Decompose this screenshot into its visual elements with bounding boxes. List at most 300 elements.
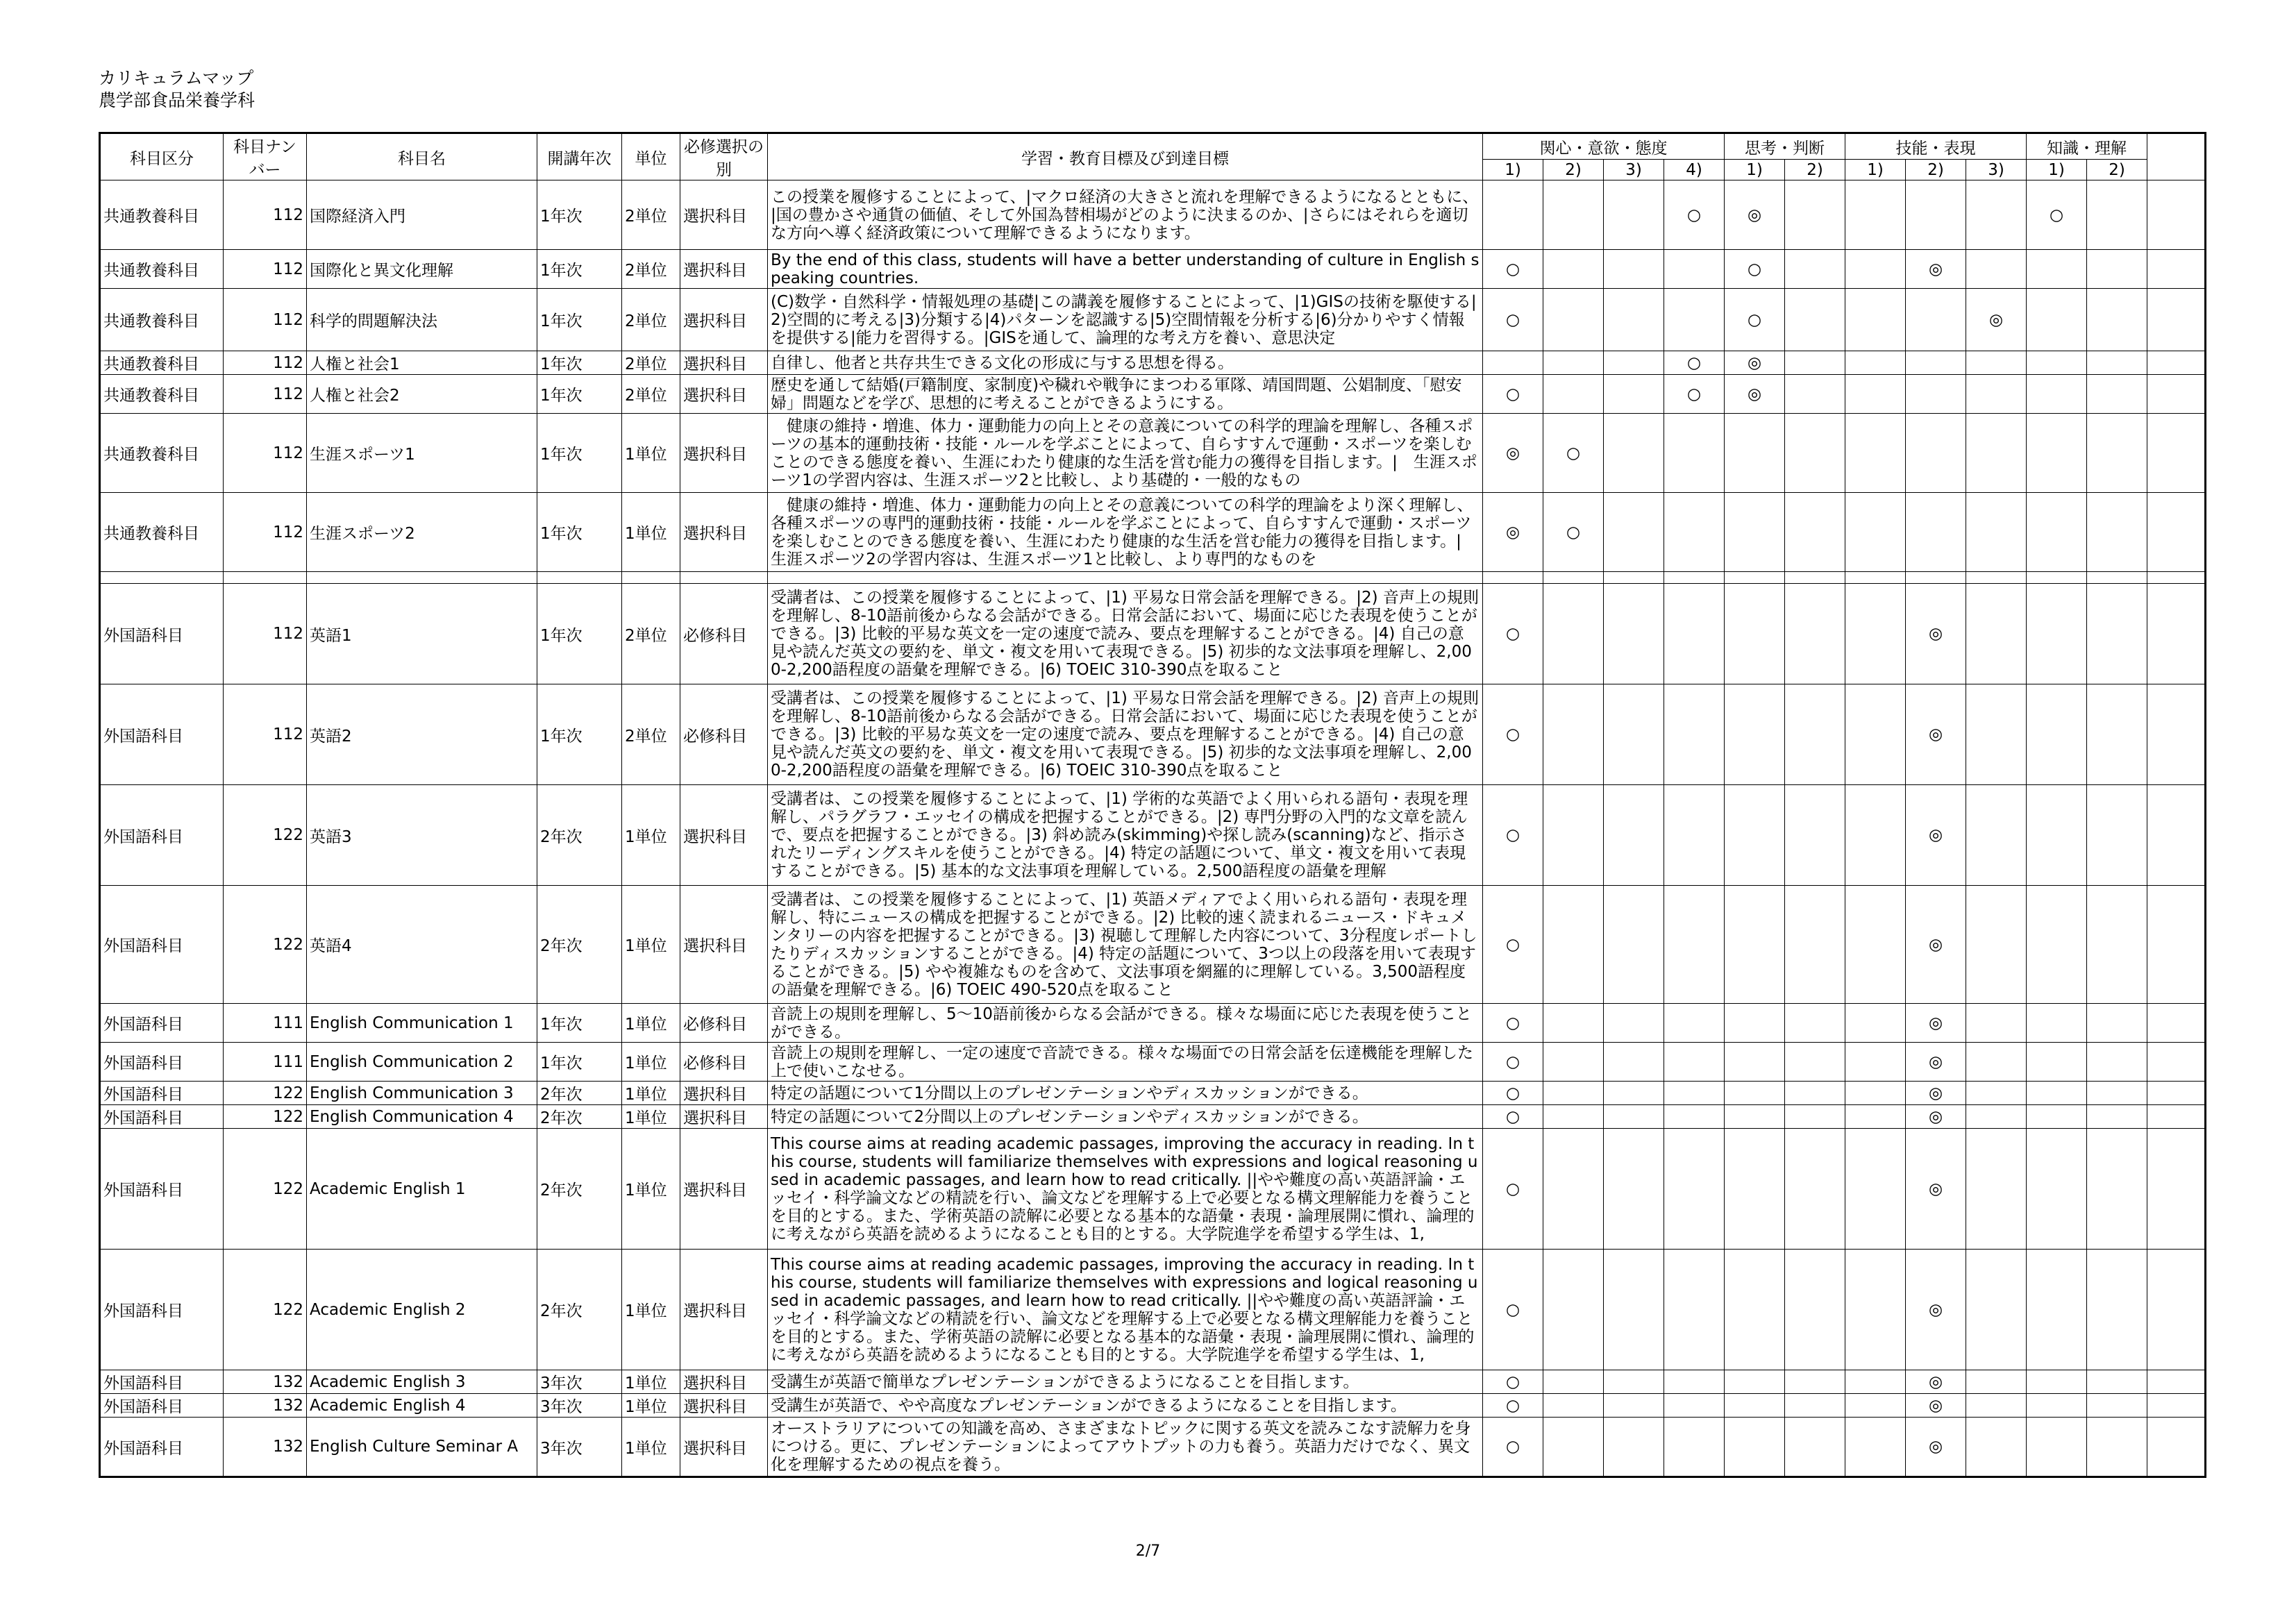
empty-cell bbox=[1664, 1004, 1725, 1043]
empty-cell bbox=[1785, 785, 1845, 886]
course-credits: 2単位 bbox=[622, 289, 680, 351]
course-credits: 1単位 bbox=[622, 1418, 680, 1477]
header-sub: 1) bbox=[1845, 160, 1906, 180]
outcome-mark: ◎ bbox=[1483, 493, 1543, 572]
course-goal: (C)数学・自然科学・情報処理の基礎|この講義を履修することによって、|1)GISの技術を駆使する|2)空間的に考える|3)分類する|4)パターンを認識する|5)空間情報を分析する|6)分かりやすく情報を提供する|能力を習得する。|GISを通して、論理的な考え方を養い、意思決定 bbox=[768, 289, 1483, 351]
empty-cell bbox=[2027, 1082, 2087, 1105]
empty-cell bbox=[2087, 1370, 2147, 1394]
empty-cell bbox=[1664, 1043, 1725, 1082]
empty-cell bbox=[1543, 375, 1604, 414]
course-category: 外国語科目 bbox=[100, 886, 224, 1004]
empty-cell bbox=[1785, 1418, 1845, 1477]
empty-cell bbox=[1725, 1004, 1785, 1043]
header-year: 開講年次 bbox=[537, 133, 622, 180]
empty-cell bbox=[1966, 1004, 2027, 1043]
outcome-mark: ◎ bbox=[1906, 886, 1966, 1004]
outcome-mark: ◎ bbox=[1906, 1394, 1966, 1418]
empty-cell bbox=[1604, 1004, 1664, 1043]
course-credits: 1単位 bbox=[622, 1250, 680, 1370]
empty-cell bbox=[2027, 375, 2087, 414]
empty-cell bbox=[2087, 414, 2147, 493]
empty-cell bbox=[2087, 886, 2147, 1004]
course-credits: 1単位 bbox=[622, 1004, 680, 1043]
outcome-mark: ○ bbox=[1483, 1370, 1543, 1394]
empty-cell bbox=[1604, 1250, 1664, 1370]
empty-cell bbox=[1966, 886, 2027, 1004]
course-required: 選択科目 bbox=[680, 1129, 768, 1250]
course-credits: 2単位 bbox=[622, 375, 680, 414]
course-year: 3年次 bbox=[537, 1370, 622, 1394]
course-credits: 2単位 bbox=[622, 351, 680, 375]
course-required: 選択科目 bbox=[680, 414, 768, 493]
course-goal: オーストラリアについての知識を高め、さまざまなトピックに関する英文を読みこなす読解力を身につける。更に、プレゼンテーションによってアウトプットの力も養う。英語力だけでなく、異文化を理解するための視点を養う。 bbox=[768, 1418, 1483, 1477]
empty-cell bbox=[1604, 1105, 1664, 1129]
empty-cell bbox=[1725, 1370, 1785, 1394]
course-name: 英語2 bbox=[307, 684, 537, 785]
course-number: 122 bbox=[224, 1082, 307, 1105]
empty-cell bbox=[1725, 886, 1785, 1004]
table-row bbox=[100, 493, 2206, 572]
table-row bbox=[100, 1250, 2206, 1370]
course-number: 111 bbox=[224, 1004, 307, 1043]
table-row bbox=[100, 1082, 2206, 1105]
empty-cell bbox=[100, 572, 224, 584]
empty-cell bbox=[1664, 785, 1725, 886]
outcome-mark: ◎ bbox=[1725, 351, 1785, 375]
empty-cell bbox=[1906, 180, 1966, 250]
empty-cell bbox=[1725, 1394, 1785, 1418]
empty-cell bbox=[2147, 250, 2206, 289]
course-number: 112 bbox=[224, 351, 307, 375]
course-category: 外国語科目 bbox=[100, 584, 224, 684]
empty-cell bbox=[2087, 180, 2147, 250]
outcome-mark: ◎ bbox=[1906, 1129, 1966, 1250]
course-rows bbox=[100, 180, 2206, 1477]
empty-cell bbox=[1543, 1043, 1604, 1082]
empty-cell bbox=[2087, 572, 2147, 584]
course-name: 国際化と異文化理解 bbox=[307, 250, 537, 289]
course-number: 112 bbox=[224, 375, 307, 414]
empty-cell bbox=[224, 572, 307, 584]
empty-cell bbox=[1785, 375, 1845, 414]
course-category: 外国語科目 bbox=[100, 785, 224, 886]
empty-cell bbox=[2147, 1250, 2206, 1370]
empty-cell bbox=[1845, 584, 1906, 684]
outcome-mark: ○ bbox=[1483, 1082, 1543, 1105]
course-name: Academic English 1 bbox=[307, 1129, 537, 1250]
empty-cell bbox=[1785, 886, 1845, 1004]
table-row bbox=[100, 414, 2206, 493]
outcome-mark: ○ bbox=[1483, 1004, 1543, 1043]
course-category: 共通教養科目 bbox=[100, 493, 224, 572]
empty-cell bbox=[2027, 1043, 2087, 1082]
empty-cell bbox=[1845, 1129, 1906, 1250]
empty-cell bbox=[1604, 289, 1664, 351]
empty-cell bbox=[1785, 1370, 1845, 1394]
outcome-mark: ○ bbox=[1483, 289, 1543, 351]
empty-cell bbox=[1785, 1129, 1845, 1250]
course-goal: By the end of this class, students will have a better understanding of culture in English speaking countries. bbox=[768, 250, 1483, 289]
empty-cell bbox=[1604, 1082, 1664, 1105]
empty-cell bbox=[1725, 584, 1785, 684]
course-year: 1年次 bbox=[537, 250, 622, 289]
header-name: 科目名 bbox=[307, 133, 537, 180]
empty-cell bbox=[1785, 1043, 1845, 1082]
course-credits: 1単位 bbox=[622, 493, 680, 572]
empty-cell bbox=[1543, 351, 1604, 375]
empty-cell bbox=[1845, 289, 1906, 351]
empty-cell bbox=[1966, 250, 2027, 289]
course-required: 選択科目 bbox=[680, 351, 768, 375]
course-year: 1年次 bbox=[537, 1043, 622, 1082]
outcome-mark: ○ bbox=[1664, 375, 1725, 414]
course-credits: 2単位 bbox=[622, 180, 680, 250]
empty-cell bbox=[2147, 1370, 2206, 1394]
course-year: 3年次 bbox=[537, 1418, 622, 1477]
empty-cell bbox=[1966, 785, 2027, 886]
course-year: 2年次 bbox=[537, 1082, 622, 1105]
empty-cell bbox=[1966, 684, 2027, 785]
course-year: 1年次 bbox=[537, 584, 622, 684]
empty-cell bbox=[1845, 1394, 1906, 1418]
empty-cell bbox=[1664, 572, 1725, 584]
table-row bbox=[100, 250, 2206, 289]
header-sub: 2) bbox=[1785, 160, 1845, 180]
empty-cell bbox=[1725, 1129, 1785, 1250]
empty-cell bbox=[1966, 375, 2027, 414]
course-goal: 受講生が英語で、やや高度なプレゼンテーションができるようになることを目指します。 bbox=[768, 1394, 1483, 1418]
course-goal: 音読上の規則を理解し、5～10語前後からなる会話ができる。様々な場面に応じた表現を使うことができる。 bbox=[768, 1004, 1483, 1043]
course-credits: 2単位 bbox=[622, 684, 680, 785]
course-number: 122 bbox=[224, 785, 307, 886]
table-row bbox=[100, 1105, 2206, 1129]
outcome-mark: ○ bbox=[1483, 684, 1543, 785]
header-category: 科目区分 bbox=[100, 133, 224, 180]
empty-cell bbox=[1604, 1418, 1664, 1477]
empty-cell bbox=[1725, 785, 1785, 886]
empty-cell bbox=[1966, 1129, 2027, 1250]
empty-cell bbox=[2087, 1004, 2147, 1043]
course-goal: 健康の維持・増進、体力・運動能力の向上とその意義についての科学的理論を理解し、各種スポーツの基本的運動技術・技能・ルールを学ぶことによって、自らすすんで運動・スポーツを楽しむことのできる態度を養い、生涯にわたり健康的な生活を営む能力の獲得を目指します。| 生涯スポーツ1の学習内容は、生涯スポーツ2と比較し、より基礎的・一般的なもの bbox=[768, 414, 1483, 493]
empty-cell bbox=[1664, 1370, 1725, 1394]
course-number: 132 bbox=[224, 1370, 307, 1394]
course-name: 英語4 bbox=[307, 886, 537, 1004]
empty-cell bbox=[2027, 1394, 2087, 1418]
empty-cell bbox=[2027, 250, 2087, 289]
empty-cell bbox=[1664, 250, 1725, 289]
document-title: カリキュラムマップ bbox=[99, 68, 254, 88]
outcome-mark: ○ bbox=[1483, 1418, 1543, 1477]
course-name: English Communication 1 bbox=[307, 1004, 537, 1043]
course-goal: 受講者は、この授業を履修することによって、|1) 平易な日常会話を理解できる。|2) 音声上の規則を理解し、8-10語前後からなる会話ができる。日常会話において、場面に応じた表現を使うことができる。|3) 比較的平易な英文を一定の速度で読み、要点を理解することができる。|4) 自己の意見や読んだ英文の要約を、単文・複文を用いて表現できる。|5) 初歩的な文法事項を理解し、2,000-2,200語程度の語彙を理解できる。|6) TOEIC 310-390点を取ること bbox=[768, 584, 1483, 684]
empty-cell bbox=[2087, 289, 2147, 351]
empty-cell bbox=[1906, 414, 1966, 493]
course-year: 2年次 bbox=[537, 886, 622, 1004]
empty-cell bbox=[1906, 375, 1966, 414]
empty-cell bbox=[1785, 684, 1845, 785]
course-year: 1年次 bbox=[537, 493, 622, 572]
empty-cell bbox=[1664, 414, 1725, 493]
empty-cell bbox=[622, 572, 680, 584]
empty-cell bbox=[2027, 1418, 2087, 1477]
course-year: 2年次 bbox=[537, 1129, 622, 1250]
course-required: 選択科目 bbox=[680, 1418, 768, 1477]
course-credits: 2単位 bbox=[622, 250, 680, 289]
outcome-mark: ○ bbox=[1664, 180, 1725, 250]
course-category: 外国語科目 bbox=[100, 1394, 224, 1418]
course-required: 必修科目 bbox=[680, 1004, 768, 1043]
course-category: 外国語科目 bbox=[100, 1370, 224, 1394]
empty-cell bbox=[1543, 584, 1604, 684]
empty-cell bbox=[2147, 289, 2206, 351]
course-required: 選択科目 bbox=[680, 180, 768, 250]
empty-cell bbox=[2147, 886, 2206, 1004]
empty-cell bbox=[1604, 1370, 1664, 1394]
course-number: 132 bbox=[224, 1418, 307, 1477]
course-name: English Communication 2 bbox=[307, 1043, 537, 1082]
empty-cell bbox=[1725, 1418, 1785, 1477]
empty-cell bbox=[1785, 1250, 1845, 1370]
empty-cell bbox=[2147, 180, 2206, 250]
empty-cell bbox=[768, 572, 1483, 584]
empty-cell bbox=[1845, 1043, 1906, 1082]
course-category: 共通教養科目 bbox=[100, 250, 224, 289]
course-goal: 音読上の規則を理解し、一定の速度で音読できる。様々な場面での日常会話を伝達機能を理解した上で使いこなせる。 bbox=[768, 1043, 1483, 1082]
outcome-mark: ○ bbox=[1543, 493, 1604, 572]
empty-cell bbox=[2087, 1129, 2147, 1250]
table-row bbox=[100, 1004, 2206, 1043]
empty-cell bbox=[1725, 1043, 1785, 1082]
outcome-mark: ○ bbox=[1483, 886, 1543, 1004]
empty-cell bbox=[2087, 1082, 2147, 1105]
course-credits: 2単位 bbox=[622, 584, 680, 684]
empty-cell bbox=[1966, 414, 2027, 493]
outcome-mark: ○ bbox=[1483, 584, 1543, 684]
course-year: 1年次 bbox=[537, 684, 622, 785]
outcome-mark: ○ bbox=[1543, 414, 1604, 493]
empty-cell bbox=[1604, 180, 1664, 250]
empty-cell bbox=[2147, 785, 2206, 886]
empty-cell bbox=[1664, 1394, 1725, 1418]
outcome-mark: ◎ bbox=[1906, 1370, 1966, 1394]
course-name: 人権と社会2 bbox=[307, 375, 537, 414]
empty-cell bbox=[1906, 572, 1966, 584]
empty-cell bbox=[1483, 351, 1543, 375]
empty-cell bbox=[1543, 684, 1604, 785]
course-category: 共通教養科目 bbox=[100, 351, 224, 375]
empty-cell bbox=[2027, 1370, 2087, 1394]
course-name: 生涯スポーツ2 bbox=[307, 493, 537, 572]
header-blank bbox=[2147, 133, 2206, 180]
table-row bbox=[100, 684, 2206, 785]
course-goal: 受講者は、この授業を履修することによって、|1) 英語メディアでよく用いられる語句・表現を理解し、特にニュースの構成を把握することができる。|2) 比較的速く読まれるニュース・ドキュメンタリーの内容を把握することができる。|3) 視聴して理解した内容について、3分程度レポートしたりディスカッションすることができる。|4) 特定の話題について、3つ以上の段落を用いて表現することができる。|5) やや複雑なものを含めて、文法事項を網羅的に理解している。3,500語程度の語彙を理解できる。|6) TOEIC 490-520点を取ること bbox=[768, 886, 1483, 1004]
empty-cell bbox=[1604, 785, 1664, 886]
course-year: 2年次 bbox=[537, 785, 622, 886]
curriculum-map-table bbox=[99, 132, 2206, 1478]
course-number: 112 bbox=[224, 289, 307, 351]
empty-cell bbox=[1543, 1394, 1604, 1418]
empty-cell bbox=[1785, 1105, 1845, 1129]
empty-cell bbox=[2087, 785, 2147, 886]
outcome-mark: ◎ bbox=[1906, 250, 1966, 289]
empty-cell bbox=[1785, 1082, 1845, 1105]
empty-cell bbox=[1785, 572, 1845, 584]
course-number: 122 bbox=[224, 1129, 307, 1250]
course-credits: 1単位 bbox=[622, 414, 680, 493]
empty-cell bbox=[1785, 1004, 1845, 1043]
empty-cell bbox=[1604, 414, 1664, 493]
course-year: 1年次 bbox=[537, 289, 622, 351]
outcome-mark: ◎ bbox=[1906, 1043, 1966, 1082]
course-name: 英語3 bbox=[307, 785, 537, 886]
course-number: 112 bbox=[224, 584, 307, 684]
empty-cell bbox=[1966, 180, 2027, 250]
empty-cell bbox=[2147, 1082, 2206, 1105]
empty-cell bbox=[2087, 375, 2147, 414]
course-required: 選択科目 bbox=[680, 1250, 768, 1370]
empty-cell bbox=[1725, 572, 1785, 584]
outcome-mark: ○ bbox=[1483, 1250, 1543, 1370]
empty-cell bbox=[1543, 1105, 1604, 1129]
empty-cell bbox=[1664, 1105, 1725, 1129]
empty-cell bbox=[1966, 1370, 2027, 1394]
outcome-mark: ○ bbox=[1483, 1105, 1543, 1129]
course-goal: 受講者は、この授業を履修することによって、|1) 平易な日常会話を理解できる。|2) 音声上の規則を理解し、8-10語前後からなる会話ができる。日常会話において、場面に応じた表現を使うことができる。|3) 比較的平易な英文を一定の速度で読み、要点を理解することができる。|4) 自己の意見や読んだ英文の要約を、単文・複文を用いて表現できる。|5) 初歩的な文法事項を理解し、2,000-2,200語程度の語彙を理解できる。|6) TOEIC 310-390点を取ること bbox=[768, 684, 1483, 785]
course-number: 112 bbox=[224, 180, 307, 250]
header-row-groups bbox=[100, 133, 2206, 160]
empty-cell bbox=[2087, 1394, 2147, 1418]
course-year: 1年次 bbox=[537, 414, 622, 493]
table-row bbox=[100, 584, 2206, 684]
header-group-thinking: 思考・判断 bbox=[1725, 133, 1845, 160]
empty-cell bbox=[2027, 1250, 2087, 1370]
course-year: 1年次 bbox=[537, 180, 622, 250]
course-required: 必修科目 bbox=[680, 584, 768, 684]
empty-cell bbox=[1785, 414, 1845, 493]
empty-cell bbox=[1845, 493, 1906, 572]
empty-cell bbox=[1664, 886, 1725, 1004]
course-required: 必修科目 bbox=[680, 1043, 768, 1082]
table-row bbox=[100, 1394, 2206, 1418]
course-category: 共通教養科目 bbox=[100, 375, 224, 414]
empty-cell bbox=[2027, 572, 2087, 584]
empty-cell bbox=[2147, 1394, 2206, 1418]
table-row bbox=[100, 1370, 2206, 1394]
outcome-mark: ○ bbox=[1725, 289, 1785, 351]
course-credits: 1単位 bbox=[622, 886, 680, 1004]
empty-cell bbox=[2147, 351, 2206, 375]
empty-cell bbox=[1966, 584, 2027, 684]
empty-cell bbox=[2087, 1105, 2147, 1129]
empty-cell bbox=[1543, 1082, 1604, 1105]
course-category: 外国語科目 bbox=[100, 1105, 224, 1129]
header-number: 科目ナンバー bbox=[224, 133, 307, 180]
empty-cell bbox=[1785, 493, 1845, 572]
empty-cell bbox=[1725, 1105, 1785, 1129]
empty-cell bbox=[2147, 1129, 2206, 1250]
empty-cell bbox=[1966, 1394, 2027, 1418]
outcome-mark: ◎ bbox=[1906, 684, 1966, 785]
empty-cell bbox=[2147, 1418, 2206, 1477]
table-row bbox=[100, 1043, 2206, 1082]
empty-cell bbox=[1664, 289, 1725, 351]
empty-cell bbox=[1785, 351, 1845, 375]
empty-cell bbox=[680, 572, 768, 584]
course-name: 英語1 bbox=[307, 584, 537, 684]
course-credits: 1単位 bbox=[622, 785, 680, 886]
course-required: 選択科目 bbox=[680, 1370, 768, 1394]
spacer-row bbox=[100, 572, 2206, 584]
header-sub: 2) bbox=[1543, 160, 1604, 180]
empty-cell bbox=[1604, 572, 1664, 584]
header-sub: 1) bbox=[2027, 160, 2087, 180]
empty-cell bbox=[1845, 180, 1906, 250]
table-row bbox=[100, 351, 2206, 375]
empty-cell bbox=[1664, 1418, 1725, 1477]
header-sub: 3) bbox=[1604, 160, 1664, 180]
empty-cell bbox=[1483, 572, 1543, 584]
header-sub: 2) bbox=[2087, 160, 2147, 180]
empty-cell bbox=[1725, 414, 1785, 493]
empty-cell bbox=[1785, 180, 1845, 250]
empty-cell bbox=[1725, 1250, 1785, 1370]
empty-cell bbox=[1845, 1105, 1906, 1129]
course-name: Academic English 3 bbox=[307, 1370, 537, 1394]
outcome-mark: ◎ bbox=[1966, 289, 2027, 351]
empty-cell bbox=[1543, 1418, 1604, 1477]
course-required: 選択科目 bbox=[680, 886, 768, 1004]
course-name: Academic English 2 bbox=[307, 1250, 537, 1370]
table-row bbox=[100, 1418, 2206, 1477]
empty-cell bbox=[1845, 351, 1906, 375]
empty-cell bbox=[2027, 584, 2087, 684]
course-number: 111 bbox=[224, 1043, 307, 1082]
empty-cell bbox=[1604, 250, 1664, 289]
outcome-mark: ◎ bbox=[1483, 414, 1543, 493]
empty-cell bbox=[1543, 1004, 1604, 1043]
table-row bbox=[100, 1129, 2206, 1250]
course-number: 112 bbox=[224, 493, 307, 572]
empty-cell bbox=[1543, 572, 1604, 584]
empty-cell bbox=[1845, 1418, 1906, 1477]
course-year: 2年次 bbox=[537, 1250, 622, 1370]
empty-cell bbox=[2147, 1043, 2206, 1082]
empty-cell bbox=[1785, 289, 1845, 351]
course-number: 132 bbox=[224, 1394, 307, 1418]
course-year: 1年次 bbox=[537, 351, 622, 375]
empty-cell bbox=[1845, 1004, 1906, 1043]
empty-cell bbox=[1604, 493, 1664, 572]
empty-cell bbox=[1966, 1105, 2027, 1129]
empty-cell bbox=[1845, 1082, 1906, 1105]
course-credits: 1単位 bbox=[622, 1043, 680, 1082]
empty-cell bbox=[2087, 1043, 2147, 1082]
header-group-interest: 関心・意欲・態度 bbox=[1483, 133, 1725, 160]
header-sub: 3) bbox=[1966, 160, 2027, 180]
empty-cell bbox=[1604, 1129, 1664, 1250]
empty-cell bbox=[2147, 1004, 2206, 1043]
empty-cell bbox=[1604, 351, 1664, 375]
course-category: 外国語科目 bbox=[100, 1250, 224, 1370]
course-name: 科学的問題解決法 bbox=[307, 289, 537, 351]
empty-cell bbox=[1906, 493, 1966, 572]
course-year: 3年次 bbox=[537, 1394, 622, 1418]
empty-cell bbox=[2027, 886, 2087, 1004]
empty-cell bbox=[1664, 1250, 1725, 1370]
empty-cell bbox=[2027, 684, 2087, 785]
empty-cell bbox=[1543, 1129, 1604, 1250]
empty-cell bbox=[1664, 1129, 1725, 1250]
